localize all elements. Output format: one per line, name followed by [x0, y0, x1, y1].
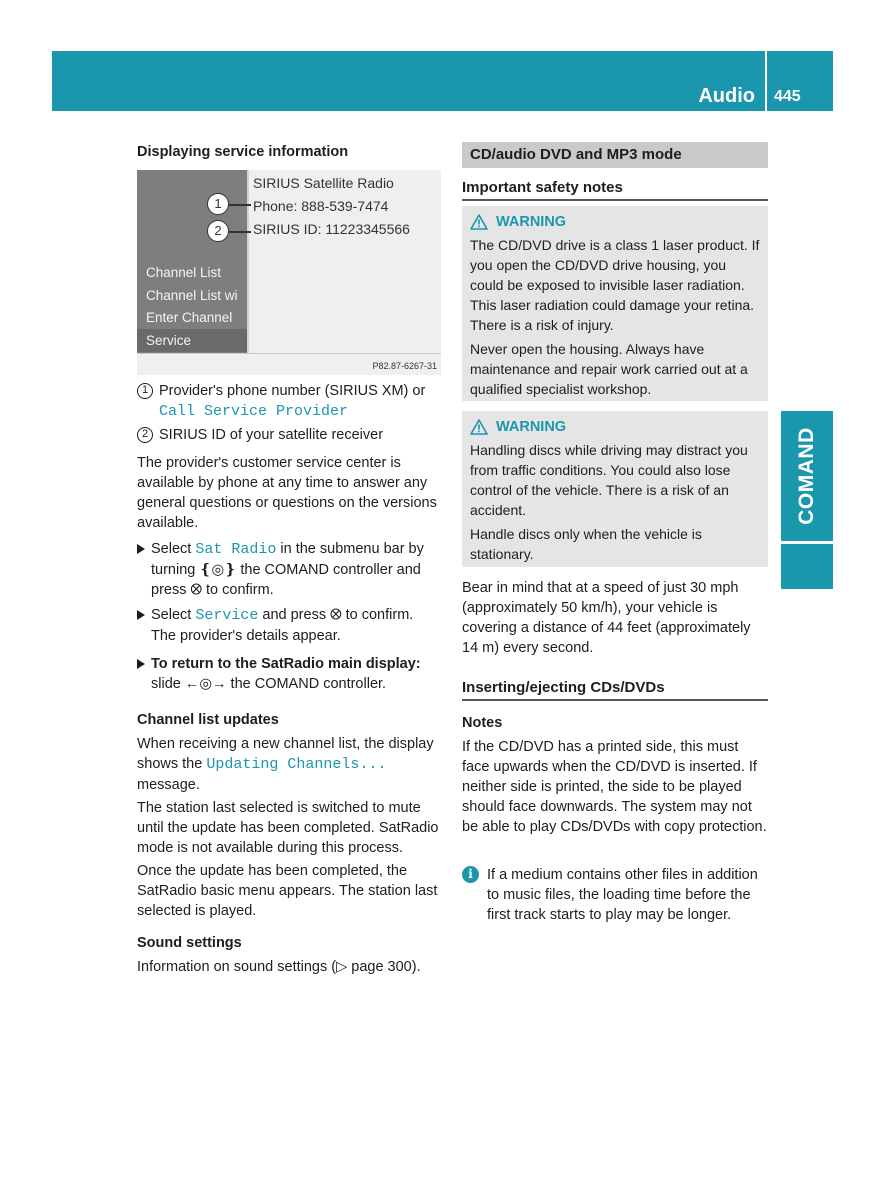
service-screen-illustration [137, 170, 441, 375]
step-arrow-icon [137, 610, 145, 620]
heading-safety-notes: Important safety notes [462, 179, 623, 196]
callout-1-leader [229, 204, 251, 206]
heading-notes: Notes [462, 715, 503, 731]
step-return-main: To return to the SatRadio main display: slide ←◎→ the COMAND controller. [137, 654, 443, 694]
code-sat-radio: Sat Radio [195, 541, 277, 558]
left-column-body [137, 381, 443, 977]
heading-channel-updates: Channel list updates [137, 712, 279, 728]
step-arrow-icon [137, 544, 145, 554]
heading-service-info: Displaying service information [137, 144, 349, 160]
heading-inserting-ejecting: Inserting/ejecting CDs/DVDs [462, 679, 665, 696]
step-select-service: Select Service and press ⭙ to confirm. The provider's details appear. [137, 605, 443, 646]
para-provider: The provider's customer service center is available by phone at any time to answer any general questions or questions on the versions available. [137, 455, 437, 531]
warning-laser-text: The CD/DVD drive is a class 1 laser product. If you open the CD/DVD drive housing, you could be exposed to invisible laser radiation. This laser radiation could damage your retina. There is a risk of injury. [470, 237, 760, 333]
chapter-label: COMAND [795, 427, 818, 525]
callout-2: 2 [207, 220, 229, 242]
heading-underline [462, 199, 768, 201]
para-notes: If the CD/DVD has a printed side, this must face upwards when the CD/DVD is inserted. If neither side is printed, the side to be played should face downwards. The system may not be able to play CDs/DVDs with copy protection. [462, 739, 767, 835]
code-service: Service [195, 607, 259, 624]
screen-info-phone: Phone: 888-539-7474 [253, 198, 389, 214]
menu-item-enter-channel: Enter Channel [146, 310, 233, 325]
code-call-service-provider: Call Service Provider [159, 403, 349, 420]
figure-reference-code: P82.87-6267-31 [372, 361, 437, 371]
warning-discs-advice: Handle discs only when the vehicle is stationary. [470, 526, 702, 562]
legend-item-2: 2 SIRIUS ID of your satellite receiver [137, 425, 443, 445]
heading-sound-settings: Sound settings [137, 935, 242, 951]
warning-triangle-icon [470, 419, 488, 435]
header-divider [765, 51, 767, 111]
menu-item-service: Service [146, 333, 192, 348]
side-tab-gap [781, 541, 833, 544]
step-arrow-icon [137, 659, 145, 669]
warning-triangle-icon [470, 214, 488, 230]
info-note [462, 865, 768, 925]
callout-2-leader [229, 231, 251, 233]
page-number: 445 [774, 88, 801, 105]
controller-press-icon: ⭙ [330, 607, 342, 623]
legend-item-1: 1 Provider's phone number (SIRIUS XM) or Call Service Provider [137, 381, 443, 422]
warning-box-discs [462, 411, 768, 567]
para-speed: Bear in mind that at a speed of just 30 mph (approximately 50 km/h), your vehicle is covering a distance of 44 feet (approximately 14 m) every second. [462, 580, 751, 656]
step-select-sat-radio: Select Sat Radio in the submenu bar by turning ❴◎❵ the COMAND controller and press ⭙ to confirm. [137, 539, 443, 600]
heading-underline [462, 699, 768, 701]
legend-number-1: 1 [137, 383, 153, 399]
warning-title: WARNING [496, 214, 567, 230]
info-icon: i [462, 866, 479, 883]
para-sound: Information on sound settings (▷ page 300). [137, 959, 421, 975]
screen-divider [247, 170, 249, 353]
screen-info-id: SIRIUS ID: 11223345566 [253, 221, 410, 237]
para-mute: The station last selected is switched to mute until the update has been completed. SatRadio mode is not available during this process. [137, 800, 439, 856]
step-result: The provider's details appear. [151, 628, 341, 644]
warning-title: WARNING [496, 419, 567, 435]
warning-laser-advice: Never open the housing. Always have maintenance and repair work carried out at a qualified specialist workshop. [470, 341, 748, 397]
chapter-side-tab [781, 411, 833, 589]
warning-discs-text: Handling discs while driving may distract you from traffic conditions. You could also lose control of the vehicle. There is a risk of an accident. [470, 442, 748, 518]
menu-item-channel-list: Channel List [146, 265, 222, 280]
warning-box-laser [462, 206, 768, 401]
controller-slide-icon: ←◎→ [184, 676, 227, 692]
controller-press-icon: ⭙ [190, 582, 202, 598]
screen-info-title: SIRIUS Satellite Radio [253, 175, 394, 191]
page-header-bar [52, 51, 833, 111]
info-note-text: If a medium contains other files in addition to music files, the loading time before the first track starts to play may be longer. [487, 867, 758, 923]
section-title: Audio [698, 85, 755, 107]
para-once: Once the update has been completed, the SatRadio basic menu appears. The station last selected is played. [137, 863, 438, 919]
para-channel: When receiving a new channel list, the display shows the Updating Channels... message. [137, 736, 434, 793]
menu-item-channel-list-wi: Channel List wi [146, 288, 238, 303]
legend-number-2: 2 [137, 427, 153, 443]
submenu-list [137, 170, 247, 353]
callout-1: 1 [207, 193, 229, 215]
code-updating-channels: Updating Channels... [206, 756, 387, 773]
heading-cd-dvd-mode: CD/audio DVD and MP3 mode [462, 142, 768, 168]
controller-turn-icon: ❴◎❵ [199, 562, 237, 578]
